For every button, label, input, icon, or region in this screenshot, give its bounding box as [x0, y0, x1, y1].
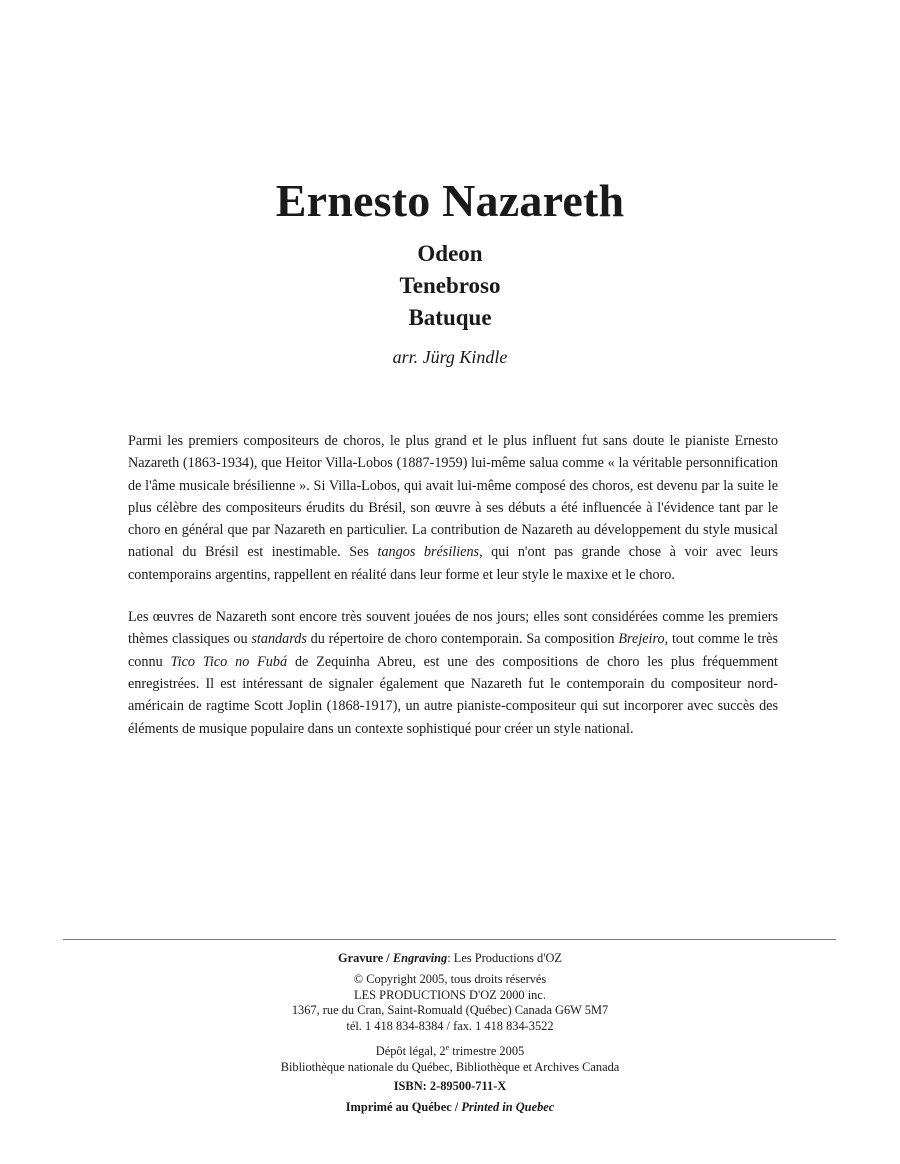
paragraph-2-text-c: , tout comme le très connu	[128, 631, 778, 670]
copyright-line: © Copyright 2005, tous droits réservés	[353, 972, 547, 987]
depot-superscript: e	[445, 1043, 450, 1053]
address-line: 1367, rue du Cran, Saint-Romuald (Québec) Canada G6W 5M7	[291, 1003, 609, 1018]
engraving-line	[0, 951, 900, 966]
paragraph-2-emphasis-2: Brejeiro	[618, 631, 665, 648]
depot-line	[0, 1040, 900, 1060]
paragraph-1-text-a: Parmi les premiers compositeurs de choros, le plus grand et le plus influent fut sans doute le pianiste Ernesto Nazareth (1863-1934), que Heitor Villa-Lobos (1887-1959) lui-même salua comme « la véritable personnification de l'âme musicale brésilienne ». Si Villa-Lobos, qui avait lui-même composé des choros, est devenu par la suite le plus célèbre des compositeurs érudits du Brésil, son œuvre à ses débuts a été influencée à l'évidence tant par le choro en général que par Nazareth en particulier. La contribution de Nazareth au développement du style musical national du Brésil est inestimable. Ses	[128, 433, 778, 561]
paragraph-2	[128, 606, 778, 740]
engraving-value: : Les Productions d'OZ	[447, 951, 563, 965]
piece-list	[0, 238, 900, 334]
printed-label-en: Printed in Quebec	[461, 1100, 555, 1115]
arranger-credit: arr. Jürg Kindle	[392, 347, 508, 367]
paragraph-2-text-d: de Zequinha Abreu, est une des compositions de choro les plus fréquemment enregistrées. Il est intéressant de signaler également que Nazareth fut le contemporain du compositeur nord-américain de ragtime Scott Joplin (1868-1917), un autre pianiste-compositeur qui sut incorporer avec succès des éléments de musique populaire dans un contexte sophistiqué pour créer un style national.	[128, 653, 778, 737]
paragraph-1-emphasis: tangos brésiliens	[377, 544, 480, 561]
paragraph-2-text-b: du répertoire de choro contemporain. Sa composition	[306, 631, 619, 648]
engraving-slash: /	[383, 951, 393, 965]
paragraph-2-text-a: Les œuvres de Nazareth sont encore très souvent jouées de nos jours; elles sont considérées comme les premiers thèmes classiques ou	[128, 609, 778, 648]
piece-title-tenebroso: Tenebroso	[399, 273, 501, 298]
library-line: Bibliothèque nationale du Québec, Bibliothèque et Archives Canada	[280, 1059, 620, 1074]
paragraph-2-emphasis-3: Tico Tico no Fubá	[170, 653, 288, 670]
depot-text-b: trimestre 2005	[449, 1044, 525, 1059]
engraving-label-en: Engraving	[392, 951, 448, 965]
biography-text	[128, 430, 778, 760]
engraving-label-fr: Gravure	[337, 951, 384, 965]
piece-title-batuque: Batuque	[408, 305, 492, 330]
title-block	[0, 172, 900, 370]
colophon	[0, 951, 900, 1116]
piece-title-odeon: Odeon	[417, 241, 483, 266]
isbn-line: ISBN: 2-89500-711-X	[393, 1078, 507, 1093]
composer-name: Ernesto Nazareth	[275, 175, 625, 226]
footer-divider	[63, 939, 836, 940]
paragraph-1-text-b: , qui n'ont pas grande chose à voir avec leurs contemporains argentins, rappellent en réalité dans leur forme et leur style le maxixe et le choro.	[128, 544, 778, 583]
paragraph-2-emphasis-1: standards	[251, 631, 307, 648]
paragraph-1	[128, 430, 778, 586]
printed-label-fr: Imprimé au Québec	[345, 1100, 452, 1115]
printed-slash: /	[451, 1100, 462, 1115]
printed-line	[0, 1100, 900, 1115]
depot-text-a: Dépôt légal, 2	[375, 1044, 446, 1059]
company-line: LES PRODUCTIONS D'OZ 2000 inc.	[354, 987, 546, 1002]
phone-line: tél. 1 418 834-8384 / fax. 1 418 834-3522	[346, 1018, 554, 1033]
